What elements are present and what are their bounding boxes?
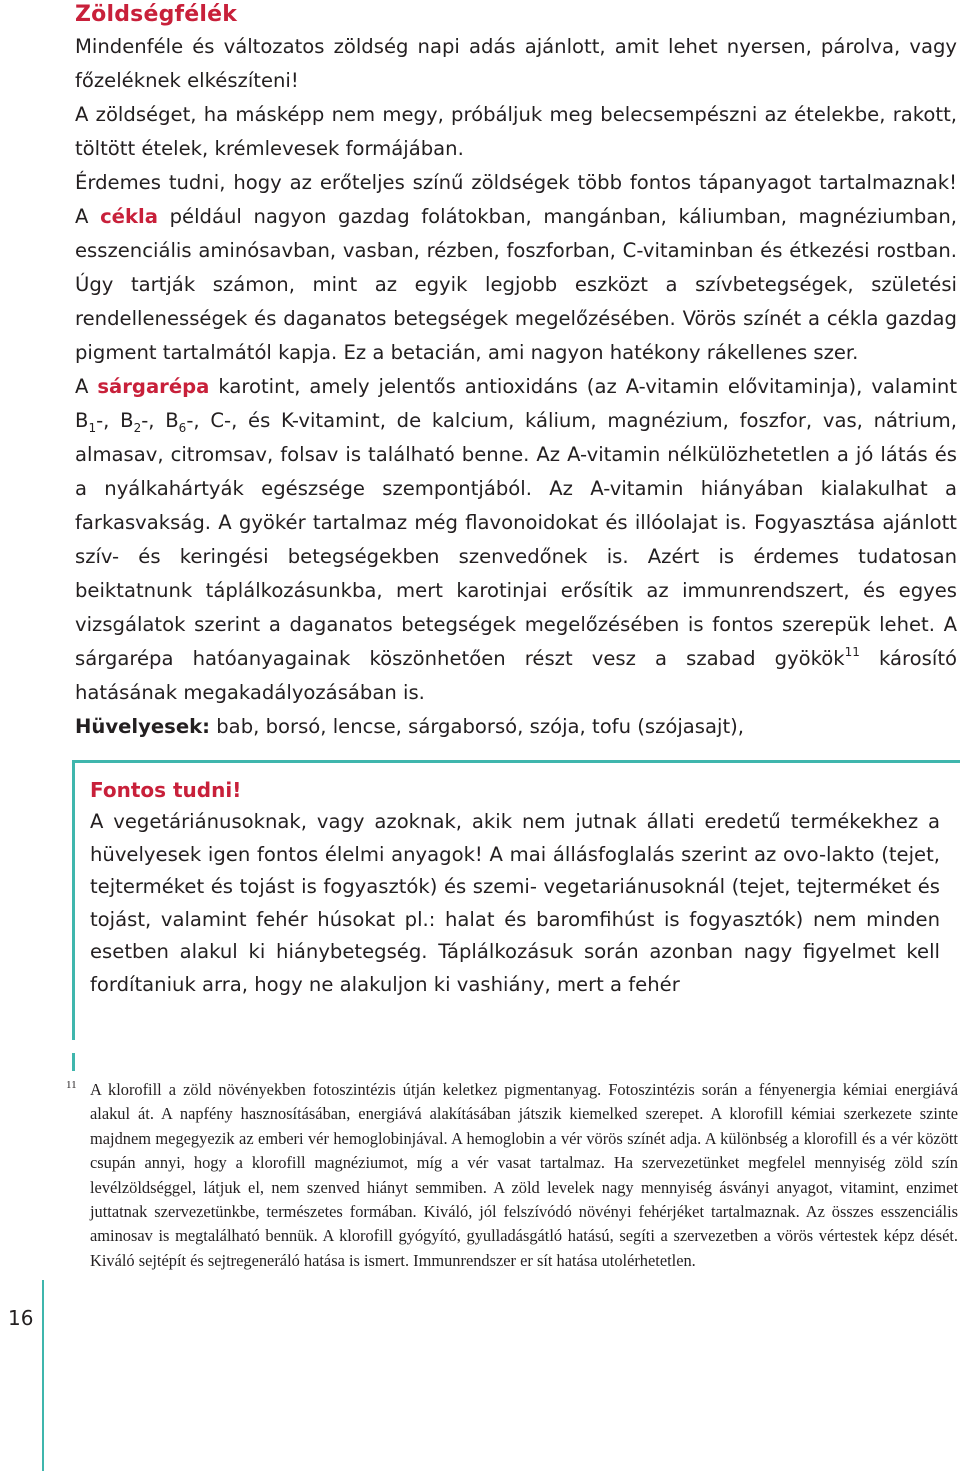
subscript-b2: 2 — [133, 421, 142, 435]
section-title: Zöldségfélék — [75, 2, 238, 27]
beetroot-text: például nagyon gazdag folátokban, mangánban, káliumban, magnéziumban, esszenciális aminósavban, vasban, rézben, foszforban, C-vitaminban és étkezési rostban. Úgy tartják számon, mint az egyik legjobb eszközt a szívbetegségek, születési rendellenességek és daganatos betegségek megelőzésében. Vörös színét a cékla gazdag pigment tartalmától kapja. Ez a betacián, ami nagyon hatékony rákellenes szer. — [75, 205, 957, 364]
term-legumes: Hüvelyesek: — [75, 715, 211, 738]
paragraph-carrot — [75, 370, 957, 710]
paragraph-hidden-veg: A zöldséget, ha másképp nem megy, próbáljuk meg belecsempészni az ételekbe, rakott, töltött ételek, krémlevesek formájában. — [75, 103, 957, 160]
callout-left-border — [72, 760, 75, 1040]
beetroot-prefix: A — [75, 205, 101, 228]
callout-box — [90, 774, 940, 1001]
footnote-ref: 11 — [844, 645, 860, 659]
carrot-text-a: karotint, amely jelentős antioxidáns (az A-vitamin elővitaminja), valamint B — [75, 375, 957, 432]
paragraph-intro: Mindenféle és változatos zöldség napi adás ajánlott, amit lehet nyersen, párolva, vagy főzeléknek elkészíteni! — [75, 35, 957, 92]
footnote — [66, 1078, 958, 1273]
carrot-text-e: károsító hatásának megakadályozásában is. — [75, 647, 957, 704]
subscript-b6: 6 — [178, 421, 187, 435]
callout-top-border — [72, 760, 960, 763]
footnote-marker-rule — [72, 1053, 75, 1071]
footnote-text: A klorofill a zöld növényekben fotoszintézis útján keletkez pigmentanyag. Fotoszintézis során a fényenergia kémiai energiává alakul át. A napfény hasznosításában, energiává alakításában játszik kiemelked szerepet. A klorofill kémiai szerkezete szinte majdnem megegyezik az emberi vér hemoglobinjával. A hemoglobin a vér vörös színét adja. A különbség a klorofill és a vér között csupán annyi, hogy a klorofill magnéziumot, míg a vér vasat tartalmaz. Ha szervezetünket megfelel mennyiség zöld szín levélzöldséggel, látjuk el, nem szenved hiányt semmiben. A zöld levelek nagy mennyiség ásványi anyagot, vitamint, enzimet juttatnak szervezetünkbe, természetes formában. Kiváló, jól felszívódó növényi fehérjéket tartalmaznak. Az összes esszenciális aminosav is megtalálható bennük. A klorofill gyógyító, gyulladásgátló hatású, segíti a szervezetben a vörös vértestek képz dését. Kiváló sejtépít és sejtregeneráló hatása is ismert. Immunrendszer er sít hatása utolérhetetlen. — [90, 1080, 958, 1270]
page-number-rule — [42, 1280, 44, 1471]
term-beetroot: cékla — [100, 205, 158, 228]
main-text — [75, 30, 957, 744]
legumes-text: bab, borsó, lencse, sárgaborsó, szója, tofu (szójasajt), — [210, 715, 745, 738]
carrot-text-c: -, B — [141, 409, 179, 432]
subscript-b1: 1 — [88, 421, 97, 435]
callout-text: A vegetáriánusoknak, vagy azoknak, akik nem jutnak állati eredetű termékekhez a hüvelyesek igen fontos élelmi anyagok! A mai állásfoglalás szerint az ovo-lakto (tejet, tejterméket és tojást is fogyasztók) és szemi- vegetariánusoknál (tejet, tejterméket és tojást, valamint fehér húsokat pl.: halat és baromfihúst is fogyasztók) nem minden esetben alakul ki hiánybetegség. Táplálkozásuk során azonban nagy figyelmet kell fordítaniuk arra, hogy ne alakuljon ki vashiány, mert a fehér — [90, 810, 940, 996]
term-carrot: sárgarépa — [97, 375, 210, 398]
paragraph-beetroot — [75, 166, 957, 370]
beetroot-intro: Érdemes tudni, hogy az erőteljes színű zöldségek több fontos tápanyagot tartalmaznak! — [75, 171, 957, 194]
carrot-text-d: -, C-, és K-vitamint, de kalcium, kálium, magnézium, foszfor, vas, nátrium, almasav, citromsav, folsav is található benne. Az A-vitamin nélkülözhetetlen a jó látás és a nyálkahártyák egészsége szempontjából. Az A-vitamin hiányában kialakulhat a farkasvakság. A gyökér tartalmaz még flavonoidokat és illóolajat is. Fogyasztása ajánlott szív- és keringési betegségekben szenvedőnek is. Azért is érdemes tudatosan beiktatnunk táplálkozásunkba, mert karotinjai erősítik az immunrendszert, és egyes vizsgálatok szerint a daganatos betegségek megelőzésében is fontos szerepük lehet. A sárgarépa hatóanyagainak köszönhetően részt vesz a szabad gyökök — [75, 409, 957, 670]
carrot-prefix: A — [75, 375, 98, 398]
callout-title: Fontos tudni! — [90, 778, 242, 802]
carrot-text-b: -, B — [96, 409, 134, 432]
paragraph-legumes — [75, 710, 957, 744]
footnote-number: 11 — [66, 1079, 77, 1091]
page-number: 16 — [8, 1306, 34, 1330]
